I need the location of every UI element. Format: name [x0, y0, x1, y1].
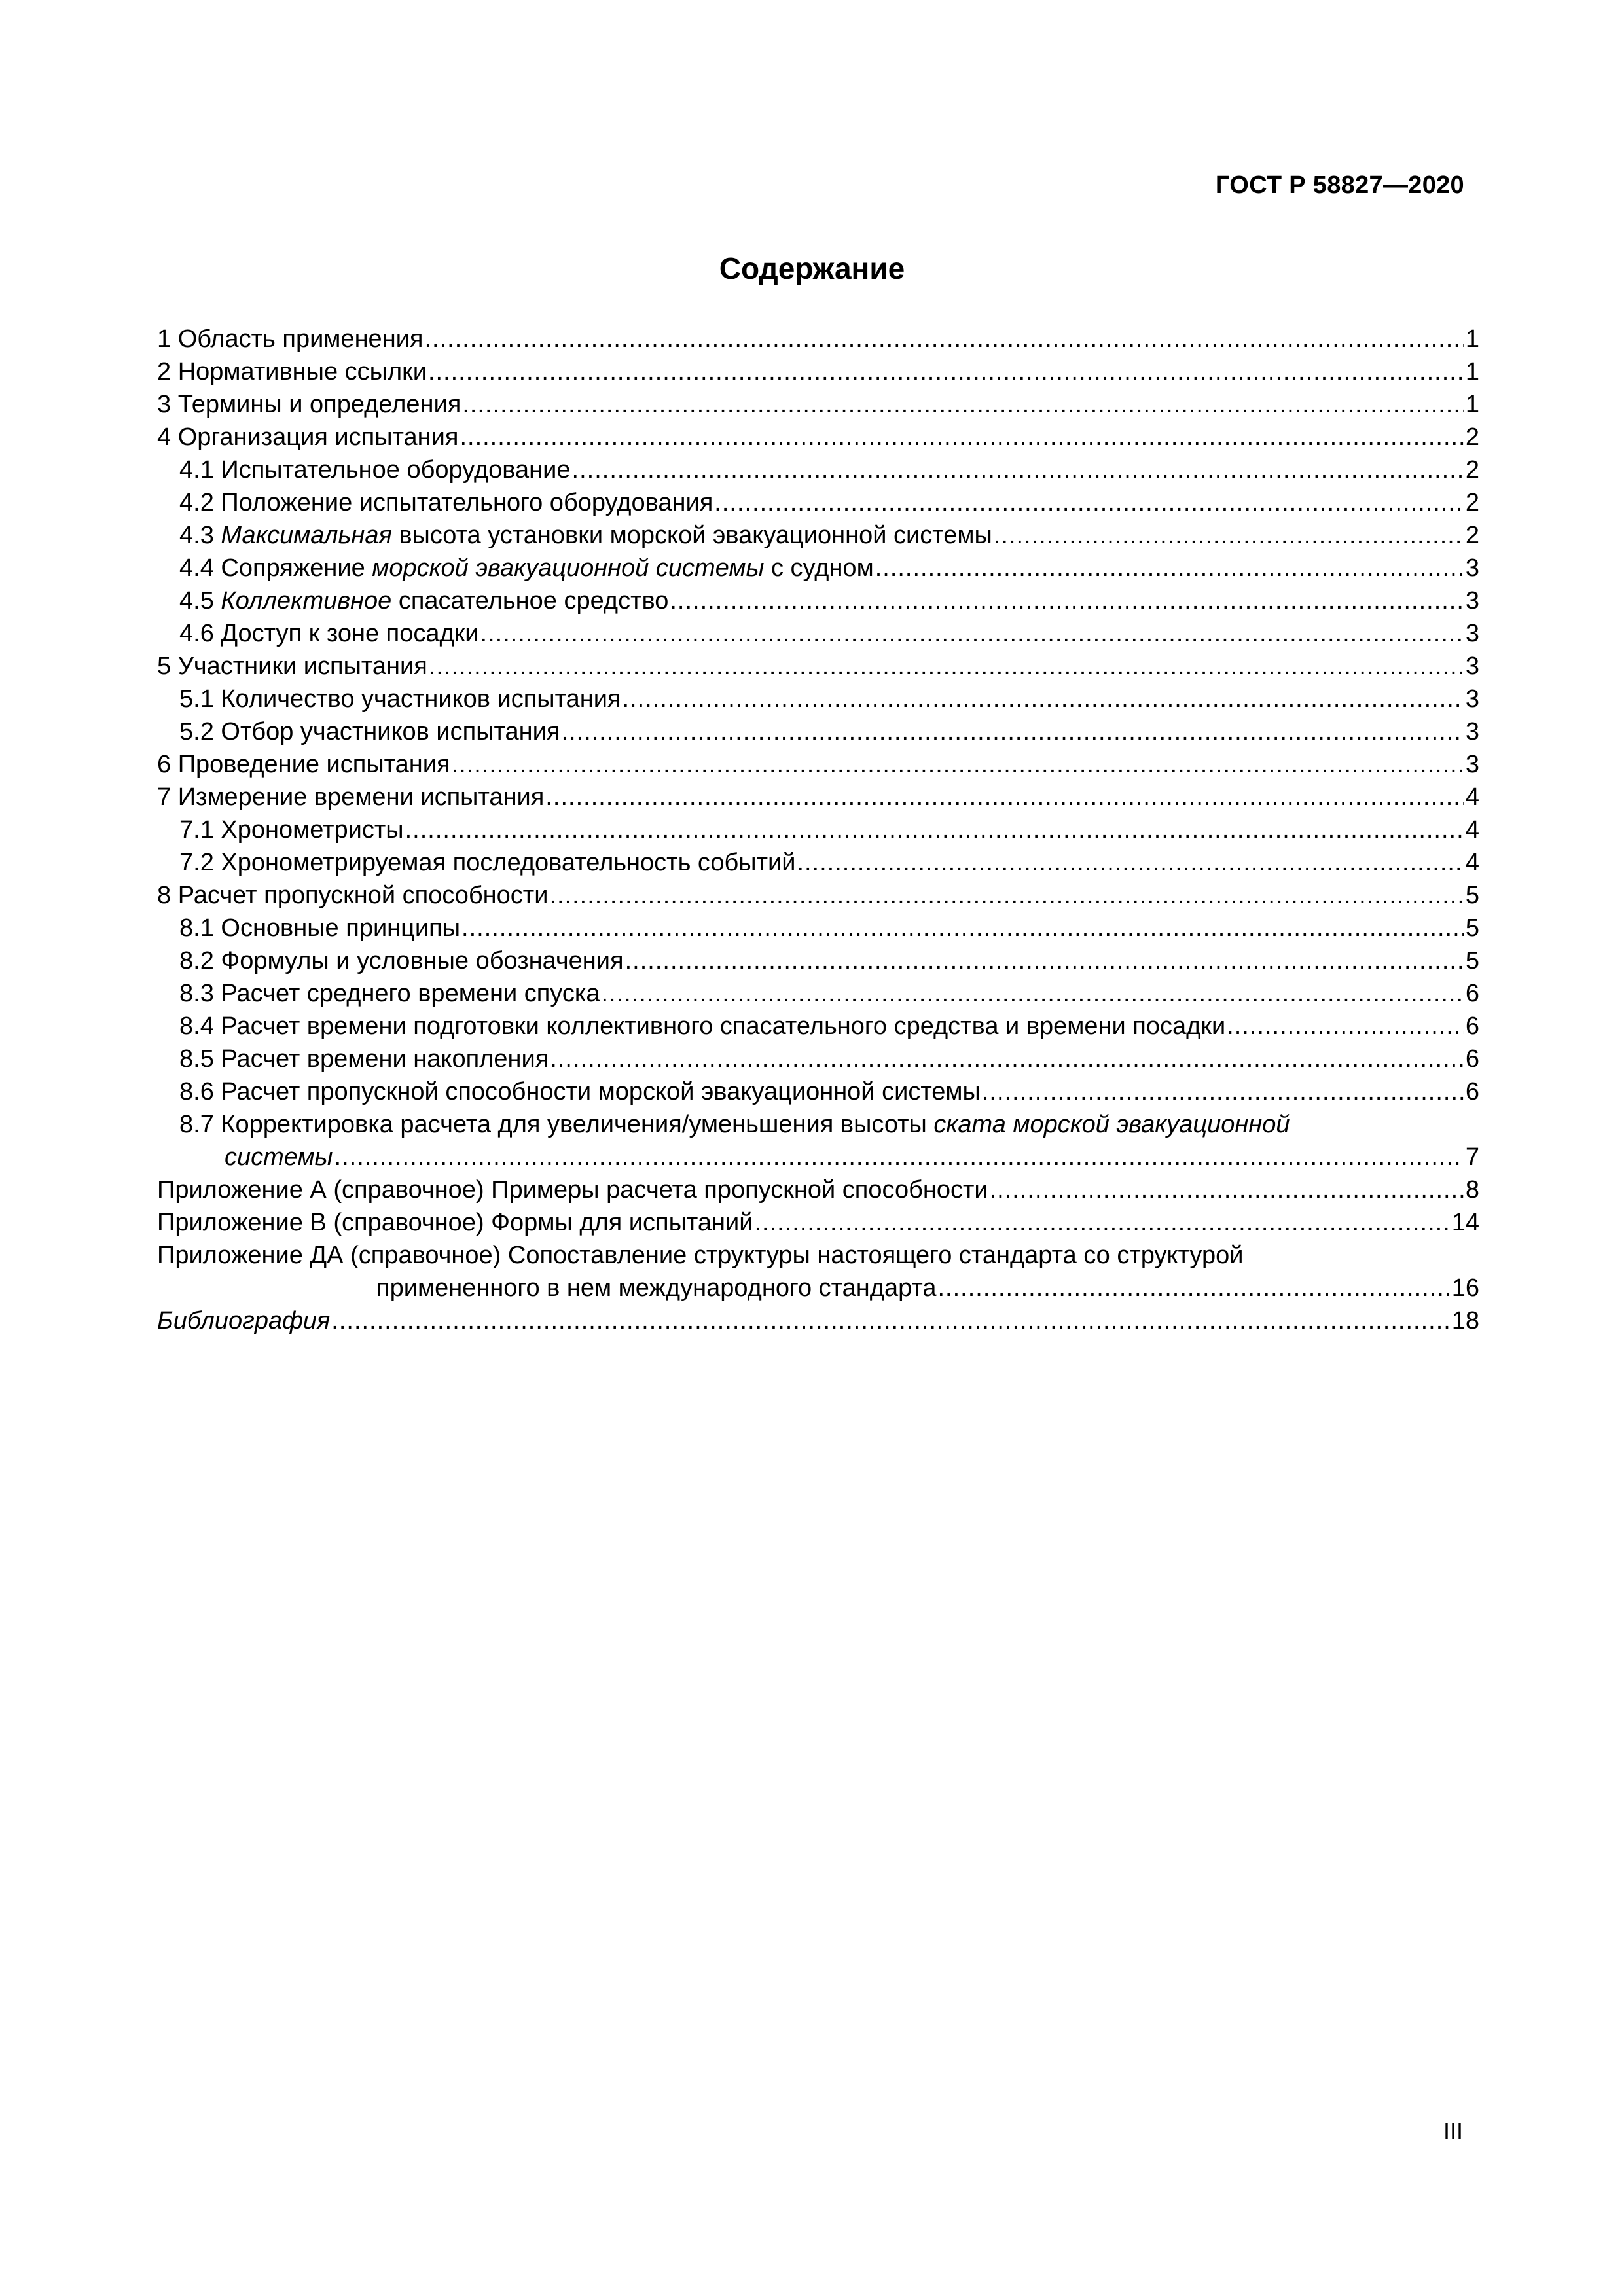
toc-entry[interactable]: [157, 879, 1479, 912]
toc-leader-dots: [550, 1043, 1464, 1075]
toc-entry-label: [157, 1304, 330, 1337]
toc-entry-text-segment: с судном: [764, 554, 874, 582]
toc-leader-dots: [480, 617, 1464, 650]
toc-entry-label: [179, 519, 992, 552]
toc-entry-text-segment: спасательное средство: [391, 587, 669, 615]
toc-entry-label: [157, 879, 548, 912]
toc-entry-text-segment: 7.2 Хронометрируемая последовательность событий: [179, 849, 796, 876]
toc-entry-page: 3: [1465, 653, 1479, 680]
toc-entry-text-segment: ската морской эвакуационной: [933, 1111, 1290, 1138]
toc-entry[interactable]: [157, 323, 1479, 355]
toc-entry[interactable]: [157, 584, 1479, 617]
toc-entry-page: 4: [1465, 849, 1479, 876]
toc-entry-page: 4: [1465, 783, 1479, 811]
toc-entry[interactable]: [157, 1206, 1479, 1239]
toc-leader-dots: [572, 454, 1464, 486]
toc-entry-label: [157, 650, 427, 683]
toc-entry-page: 3: [1465, 620, 1479, 647]
toc-entry-text-segment: 6 Проведение испытания: [157, 751, 450, 778]
toc-entry[interactable]: [157, 683, 1479, 715]
toc-entry-text-segment: Коллективное: [221, 587, 392, 615]
toc-entry[interactable]: [157, 912, 1479, 944]
toc-entry-label: [179, 944, 624, 977]
toc-entry-page: 3: [1465, 718, 1479, 745]
toc-entry-label: [157, 748, 450, 781]
toc-leader-dots: [937, 1272, 1450, 1304]
toc-entry-page: 3: [1465, 685, 1479, 713]
toc-entry-text-segment: 2 Нормативные ссылки: [157, 358, 427, 386]
toc-entry[interactable]: [157, 1108, 1479, 1141]
toc-entry-page: 8: [1465, 1176, 1479, 1204]
toc-entry-page: 6: [1465, 1013, 1479, 1040]
toc-entry-continuation[interactable]: [157, 1141, 1479, 1174]
toc-entry-label: [157, 1174, 988, 1206]
toc-leader-dots: [670, 584, 1464, 617]
toc-leader-dots: [429, 650, 1464, 683]
toc-leader-dots: [1227, 1010, 1464, 1043]
toc-entry[interactable]: [157, 1043, 1479, 1075]
toc-entry-label: [157, 1239, 1243, 1272]
toc-entry-page: 3: [1465, 587, 1479, 615]
toc-entry-page: 2: [1465, 456, 1479, 484]
toc-entry-label: [179, 977, 600, 1010]
toc-entry-text-segment: Библиография: [157, 1307, 331, 1335]
toc-leader-dots: [405, 814, 1464, 846]
toc-leader-dots: [994, 519, 1464, 552]
toc-entry-page: 2: [1465, 423, 1479, 451]
toc-entry-text-segment: системы: [225, 1143, 333, 1171]
document-code: ГОСТ Р 58827—2020: [1215, 171, 1464, 199]
toc-entry-text-segment: 8.5 Расчет времени накопления: [179, 1045, 549, 1073]
toc-leader-dots: [428, 355, 1464, 388]
toc-entry[interactable]: [157, 519, 1479, 552]
toc-entry-page: 1: [1465, 325, 1479, 353]
toc-entry-page: 14: [1451, 1209, 1479, 1236]
toc-entry-text-segment: 4.6 Доступ к зоне посадки: [179, 620, 479, 647]
toc-entry-label: [179, 683, 621, 715]
toc-entry-text-segment: 8.2 Формулы и условные обозначения: [179, 947, 624, 975]
toc-entry-label: [179, 846, 795, 879]
toc-leader-dots: [797, 846, 1464, 879]
toc-leader-dots: [714, 486, 1464, 519]
toc-leader-dots: [625, 944, 1464, 977]
toc-entry-label: [179, 1075, 981, 1108]
toc-entry-page: 1: [1465, 358, 1479, 386]
toc-entry[interactable]: [157, 650, 1479, 683]
toc-entry-label: [179, 1108, 1290, 1141]
toc-entry[interactable]: [157, 1075, 1479, 1108]
toc-entry[interactable]: [157, 552, 1479, 584]
toc-entry-label: [157, 1206, 753, 1239]
toc-leader-dots: [462, 388, 1464, 421]
toc-leader-dots: [331, 1304, 1450, 1337]
toc-entry-text-segment: 4 Организация испытания: [157, 423, 459, 451]
toc-entry-label: [179, 454, 571, 486]
toc-entry[interactable]: [157, 454, 1479, 486]
toc-leader-dots: [461, 912, 1464, 944]
toc-entry-page: 2: [1465, 522, 1479, 549]
toc-leader-dots: [990, 1174, 1464, 1206]
toc-entry-text-segment: 8 Расчет пропускной способности: [157, 882, 549, 909]
toc-entry-label: [225, 1141, 333, 1174]
toc-leader-dots: [623, 683, 1464, 715]
toc-entry-label: [179, 912, 460, 944]
toc-entry-text-segment: 4.5: [179, 587, 221, 615]
toc-entry[interactable]: [157, 715, 1479, 748]
toc-entry[interactable]: [157, 1010, 1479, 1043]
toc-entry-page: 2: [1465, 489, 1479, 516]
toc-entry-label: [179, 1010, 1225, 1043]
toc-entry-page: 3: [1465, 751, 1479, 778]
toc-entry-label: [179, 617, 479, 650]
toc-entry-label: [179, 552, 874, 584]
toc-entry-continuation[interactable]: [157, 1272, 1479, 1304]
toc-leader-dots: [754, 1206, 1450, 1239]
toc-entry[interactable]: [157, 814, 1479, 846]
toc-entry-text-segment: 8.6 Расчет пропускной способности морской эвакуационной системы: [179, 1078, 981, 1105]
toc-leader-dots: [334, 1141, 1464, 1174]
toc-entry-page: 6: [1465, 1078, 1479, 1105]
toc-entry-text-segment: Максимальная: [221, 522, 392, 549]
toc-entry-text-segment: высота установки морской эвакуационной системы: [391, 522, 992, 549]
toc-entry-text-segment: 8.4 Расчет времени подготовки коллективного спасательного средства и времени посадки: [179, 1013, 1226, 1040]
toc-entry-page: 18: [1451, 1307, 1479, 1335]
toc-entry-label: [376, 1272, 936, 1304]
toc-entry-text-segment: 5 Участники испытания: [157, 653, 427, 680]
toc-leader-dots: [601, 977, 1464, 1010]
toc-entry-text-segment: 8.1 Основные принципы: [179, 914, 461, 942]
toc-entry-page: 4: [1465, 816, 1479, 844]
toc-entry-text-segment: 5.1 Количество участников испытания: [179, 685, 621, 713]
toc-entry[interactable]: [157, 421, 1479, 454]
toc-entry[interactable]: [157, 977, 1479, 1010]
toc-entry[interactable]: [157, 748, 1479, 781]
toc-entry-page: 5: [1465, 882, 1479, 909]
toc-entry-text-segment: морской эвакуационной системы: [372, 554, 765, 582]
toc-entry-text-segment: 8.7 Корректировка расчета для увеличения/уменьшения высоты: [179, 1111, 934, 1138]
toc-entry-label: [157, 355, 427, 388]
toc-entry-label: [179, 715, 560, 748]
toc-entry-text-segment: 4.3: [179, 522, 221, 549]
toc-entry[interactable]: [157, 355, 1479, 388]
toc-title: Содержание: [719, 251, 905, 285]
toc-entry[interactable]: [157, 944, 1479, 977]
toc-entry-label: [179, 584, 668, 617]
toc-entry-text-segment: 4.1 Испытательное оборудование: [179, 456, 571, 484]
toc-entry-text-segment: 7 Измерение времени испытания: [157, 783, 545, 811]
toc-entry[interactable]: [157, 846, 1479, 879]
toc-entry[interactable]: [157, 486, 1479, 519]
table-of-contents: [157, 323, 1479, 1337]
toc-entry-text-segment: 5.2 Отбор участников испытания: [179, 718, 560, 745]
toc-entry-page: 6: [1465, 1045, 1479, 1073]
toc-leader-dots: [545, 781, 1464, 814]
toc-entry-text-segment: 8.3 Расчет среднего времени спуска: [179, 980, 600, 1007]
toc-leader-dots: [460, 421, 1464, 454]
toc-entry-label: [179, 486, 713, 519]
toc-leader-dots: [561, 715, 1464, 748]
toc-entry-page: 1: [1465, 391, 1479, 418]
toc-entry-label: [157, 388, 461, 421]
toc-leader-dots: [982, 1075, 1464, 1108]
toc-entry-label: [157, 781, 544, 814]
toc-entry-text-segment: 1 Область применения: [157, 325, 424, 353]
toc-entry-label: [157, 421, 458, 454]
toc-entry-text-segment: 3 Термины и определения: [157, 391, 461, 418]
toc-entry-page: 5: [1465, 947, 1479, 975]
toc-entry-label: [179, 814, 404, 846]
toc-entry[interactable]: [157, 1174, 1479, 1206]
toc-entry-page: 6: [1465, 980, 1479, 1007]
toc-entry-text-segment: 4.2 Положение испытательного оборудования: [179, 489, 713, 516]
toc-entry[interactable]: [157, 617, 1479, 650]
toc-entry-page: 3: [1465, 554, 1479, 582]
toc-entry-text-segment: Приложение А (справочное) Примеры расчета пропускной способности: [157, 1176, 988, 1204]
toc-entry-text-segment: Приложение ДА (справочное) Сопоставление структуры настоящего стандарта со структурой: [157, 1242, 1244, 1269]
toc-entry-page: 7: [1465, 1143, 1479, 1171]
toc-entry[interactable]: [157, 1239, 1479, 1272]
toc-entry-text-segment: Приложение В (справочное) Формы для испытаний: [157, 1209, 753, 1236]
toc-entry-page: 16: [1451, 1274, 1479, 1302]
toc-entry-text-segment: примененного в нем международного стандарта: [376, 1274, 937, 1302]
toc-entry-text-segment: 7.1 Хронометристы: [179, 816, 404, 844]
toc-entry-label: [179, 1043, 549, 1075]
toc-entry[interactable]: [157, 1304, 1479, 1337]
toc-entry-page: 5: [1465, 914, 1479, 942]
toc-entry-label: [157, 323, 423, 355]
toc-entry[interactable]: [157, 781, 1479, 814]
toc-entry[interactable]: [157, 388, 1479, 421]
toc-leader-dots: [452, 748, 1464, 781]
page-number: III: [1443, 2117, 1463, 2144]
toc-leader-dots: [875, 552, 1464, 584]
toc-leader-dots: [549, 879, 1464, 912]
toc-entry-text-segment: 4.4 Сопряжение: [179, 554, 372, 582]
toc-leader-dots: [424, 323, 1464, 355]
